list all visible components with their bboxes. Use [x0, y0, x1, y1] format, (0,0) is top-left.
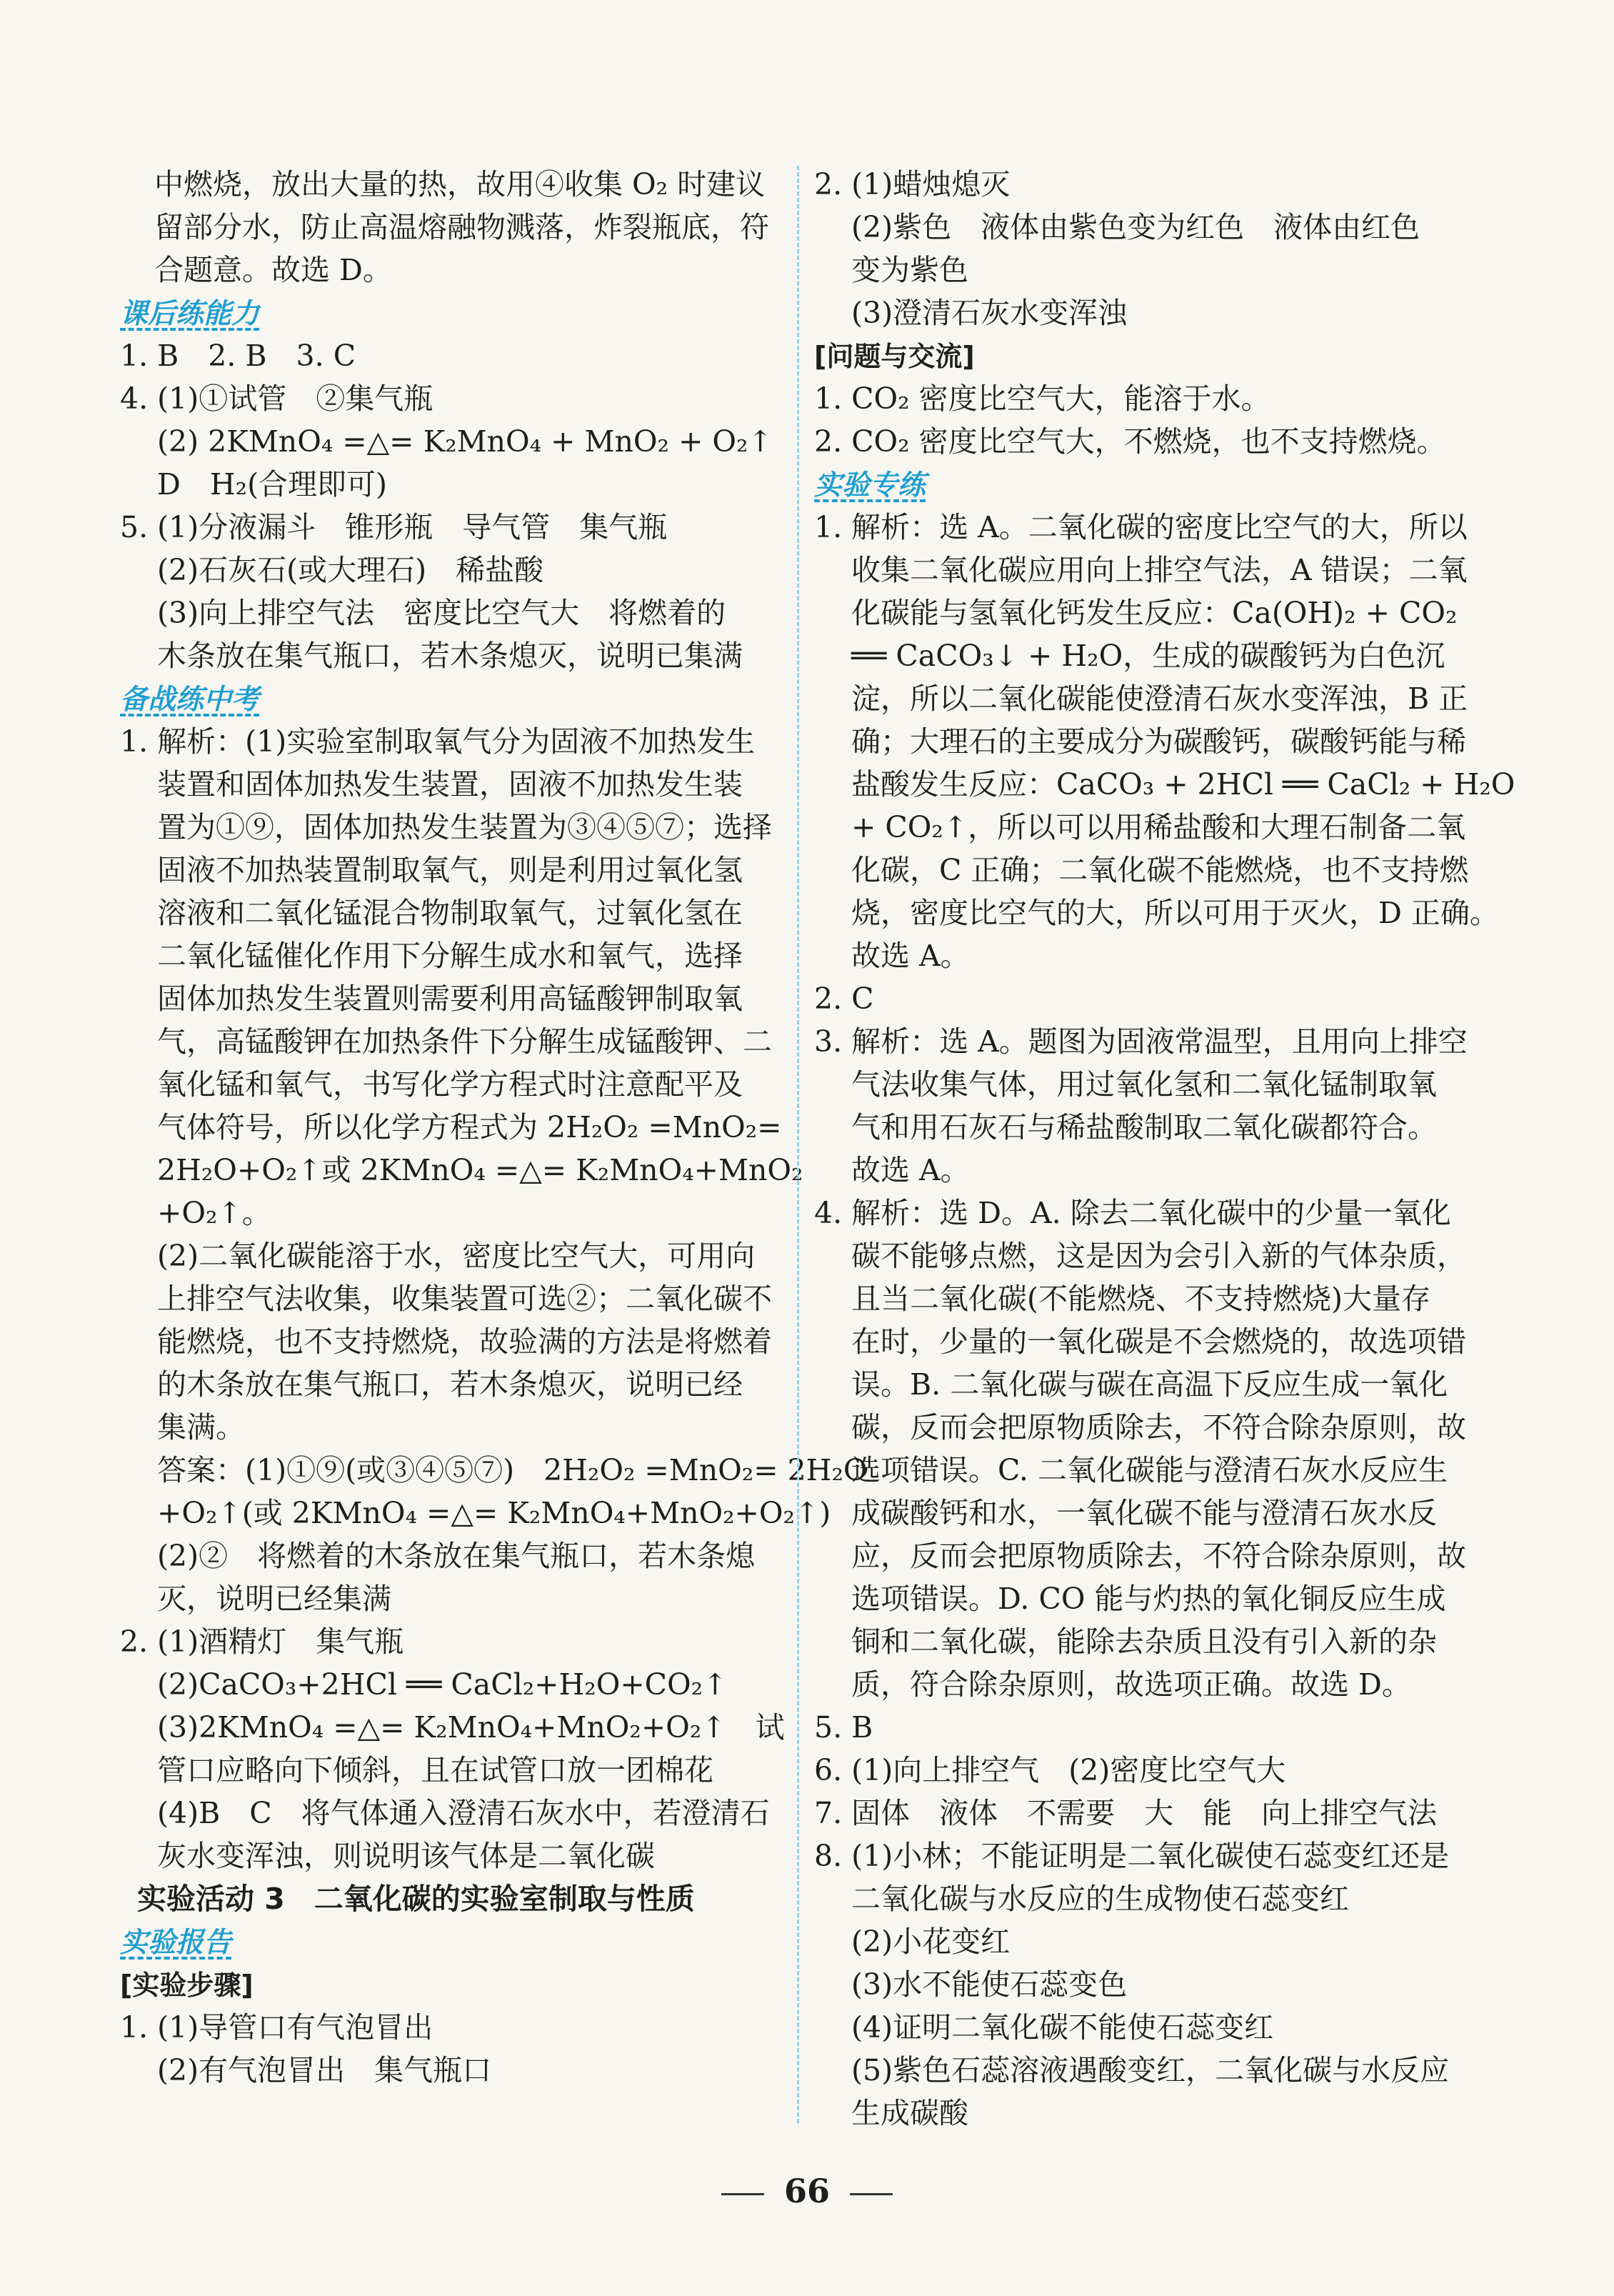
line-text: 木条放在集气瓶口，若木条熄灭，说明已集满 — [157, 639, 743, 673]
text-line — [814, 549, 1468, 592]
line-text: 5. (1)分液漏斗 锥形瓶 导气管 集气瓶 — [120, 510, 668, 544]
line-text: 故选 A。 — [851, 1153, 970, 1187]
line-text: (2)② 将燃着的木条放在集气瓶口，若木条熄 — [157, 1539, 756, 1573]
line-text: 气法收集气体，用过氧化氢和二氧化锰制取氧 — [851, 1067, 1437, 1102]
line-text: 1. B 2. B 3. C — [120, 339, 356, 373]
line-text: 碳，反而会把原物质除去，不符合除杂原则，故 — [851, 1410, 1466, 1444]
text-line — [120, 1406, 763, 1449]
text-line — [814, 1492, 1461, 1534]
line-text: 气，高锰酸钾在加热条件下分解生成锰酸钾、二 — [157, 1024, 772, 1059]
text-line — [120, 206, 769, 249]
line-text: 盐酸发生反应：CaCO₃ + 2HCl ══ CaCl₂ + H₂O — [851, 767, 1515, 802]
line-text: 置为①⑨，固体加热发生装置为③④⑤⑦；选择 — [157, 810, 772, 844]
text-line — [814, 463, 1461, 506]
text-line — [814, 1534, 1466, 1577]
line-text: 生成碳酸 — [851, 2096, 968, 2130]
text-line — [120, 463, 763, 506]
text-line — [120, 1320, 772, 1363]
right-column — [814, 163, 1515, 2135]
line-text: (2)小花变红 — [851, 1925, 1011, 1959]
line-text: (2)有气泡冒出 集气瓶口 — [157, 2053, 492, 2087]
line-text: 变为紫色 — [851, 253, 968, 287]
line-text: (4)B C 将气体通入澄清石灰水中，若澄清石 — [157, 1796, 770, 1830]
text-line — [120, 420, 773, 463]
text-line — [814, 420, 1461, 463]
text-line — [814, 1234, 1466, 1277]
line-text: 碳不能够点燃，这是因为会引入新的气体杂质， — [851, 1239, 1466, 1273]
column-divider — [797, 166, 799, 2123]
section-title: 课后练能力 — [120, 298, 260, 330]
text-line — [814, 334, 1461, 377]
line-text: 1. CO₂ 密度比空气大，能溶于水。 — [814, 381, 1270, 416]
text-line — [120, 849, 763, 892]
line-text: 铜和二氧化碳，能除去杂质且没有引入新的杂 — [851, 1624, 1437, 1659]
text-line — [814, 1792, 1461, 1835]
text-line — [120, 1534, 763, 1577]
text-line — [814, 1620, 1461, 1663]
text-line — [120, 1792, 770, 1835]
text-line — [814, 1106, 1461, 1149]
text-line — [814, 2006, 1461, 2049]
line-text: 2. CO₂ 密度比空气大，不燃烧，也不支持燃烧。 — [814, 424, 1446, 459]
line-text: 的木条放在集气瓶口，若木条熄灭，说明已经 — [157, 1367, 743, 1402]
text-line — [120, 1149, 803, 1192]
text-line — [814, 1749, 1461, 1792]
line-text: (2)二氧化碳能溶于水，密度比空气大，可用向 — [157, 1239, 756, 1273]
text-line — [814, 763, 1515, 806]
text-line — [120, 977, 763, 1020]
text-line — [814, 806, 1466, 849]
text-line — [814, 249, 1461, 291]
line-text: 7. 固体 液体 不需要 大 能 向上排空气法 — [814, 1796, 1438, 1830]
text-line — [120, 1106, 782, 1149]
line-text: +O₂↑(或 2KMnO₄ =△= K₂MnO₄+MnO₂+O₂↑) — [157, 1496, 831, 1530]
page-number-row — [0, 2172, 1614, 2210]
line-text: 4. 解析：选 D。A. 除去二氧化碳中的少量一氧化 — [814, 1196, 1451, 1230]
text-line — [814, 377, 1461, 420]
line-text: 质，符合除杂原则，故选项正确。故选 D。 — [851, 1667, 1411, 1702]
text-line — [120, 677, 763, 720]
line-text: 上排空气法收集，收集装置可选②；二氧化碳不 — [157, 1282, 772, 1316]
line-text: 溶液和二氧化锰混合物制取氧气，过氧化氢在 — [157, 896, 743, 930]
text-line — [120, 1877, 763, 1920]
line-text: 1. 解析：(1)实验室制取氧气分为固液不加热发生 — [120, 724, 756, 759]
page-number: 66 — [783, 2172, 830, 2210]
page-number-dash-right — [850, 2193, 893, 2195]
line-text: 4. (1)①试管 ②集气瓶 — [120, 381, 433, 416]
text-line — [120, 163, 766, 206]
line-text: 6. (1)向上排空气 (2)密度比空气大 — [814, 1753, 1286, 1787]
text-line — [120, 592, 763, 634]
line-text: 管口应略向下倾斜，且在试管口放一团棉花 — [157, 1753, 713, 1787]
text-line — [814, 163, 1461, 206]
text-line — [120, 1749, 763, 1792]
text-line — [814, 1277, 1461, 1320]
line-text: 装置和固体加热发生装置，固液不加热发生装 — [157, 767, 743, 802]
text-line — [814, 291, 1461, 334]
text-line — [814, 506, 1468, 549]
line-text: ══ CaCO₃↓ + H₂O，生成的碳酸钙为白色沉 — [851, 639, 1445, 673]
line-text: 淀，所以二氧化碳能使澄清石灰水变浑浊，B 正 — [851, 682, 1468, 716]
text-line — [120, 892, 763, 934]
text-line — [120, 549, 763, 592]
text-line — [120, 1277, 772, 1320]
text-line — [120, 1492, 831, 1534]
line-text: D H₂(合理即可) — [157, 467, 388, 501]
line-text: 1. 解析：选 A。二氧化碳的密度比空气的大，所以 — [814, 510, 1468, 544]
text-line — [120, 806, 772, 849]
text-line — [814, 1920, 1461, 1963]
text-line — [120, 377, 763, 420]
line-text: (2)紫色 液体由紫色变为红色 液体由红色 — [851, 210, 1420, 244]
line-text: 2. (1)酒精灯 集气瓶 — [120, 1624, 404, 1659]
text-line — [814, 720, 1466, 763]
line-text: 气体符号，所以化学方程式为 2H₂O₂ =MnO₂= — [157, 1110, 782, 1144]
text-line — [814, 1149, 1461, 1192]
line-text: 确；大理石的主要成分为碳酸钙，碳酸钙能与稀 — [851, 724, 1466, 759]
text-line — [120, 934, 763, 977]
text-line — [814, 1020, 1468, 1063]
text-line — [814, 892, 1499, 934]
line-text: 二氧化锰催化作用下分解生成水和氧气，选择 — [157, 939, 743, 973]
text-line — [814, 1663, 1461, 1706]
text-line — [120, 1063, 763, 1106]
text-line — [814, 1063, 1461, 1106]
text-line — [120, 1449, 868, 1492]
line-text: 固液不加热装置制取氧气，则是利用过氧化氢 — [157, 853, 743, 887]
text-line — [120, 334, 763, 377]
activity-heading: 实验活动 3 二氧化碳的实验室制取与性质 — [137, 1882, 695, 1916]
text-line — [120, 1963, 763, 2006]
text-line — [120, 1020, 772, 1063]
text-line — [120, 1234, 763, 1277]
line-text: 故选 A。 — [851, 939, 970, 973]
line-text: (2)CaCO₃+2HCl ══ CaCl₂+H₂O+CO₂↑ — [157, 1667, 728, 1702]
subsection-label: [实验步骤] — [120, 1970, 254, 2001]
page-number-dash-left — [721, 2193, 764, 2195]
line-text: 2. (1)蜡烛熄灭 — [814, 167, 1011, 201]
text-line — [120, 1363, 763, 1406]
text-line — [120, 1706, 785, 1749]
text-line — [814, 634, 1461, 677]
text-line — [120, 1663, 763, 1706]
text-line — [814, 1320, 1466, 1363]
line-text: 烧，密度比空气的大，所以可用于灭火，D 正确。 — [851, 896, 1499, 930]
line-text: (3)2KMnO₄ =△= K₂MnO₄+MnO₂+O₂↑ 试 — [157, 1710, 785, 1745]
line-text: (3)澄清石灰水变浑浊 — [851, 296, 1128, 330]
text-line — [814, 1706, 1461, 1749]
text-line — [120, 1920, 763, 1963]
text-line — [814, 1449, 1461, 1492]
text-line — [814, 206, 1461, 249]
text-line — [814, 1406, 1466, 1449]
subsection-label: [问题与交流] — [814, 341, 975, 372]
text-line — [120, 506, 763, 549]
line-text: 且当二氧化碳(不能燃烧、不支持燃烧)大量存 — [851, 1282, 1430, 1316]
line-text: 2H₂O+O₂↑或 2KMnO₄ =△= K₂MnO₄+MnO₂ — [157, 1153, 803, 1187]
line-text: 误。B. 二氧化碳与碳在高温下反应生成一氧化 — [851, 1367, 1448, 1402]
text-line — [120, 763, 763, 806]
text-line — [120, 1192, 763, 1234]
line-text: 气和用石灰石与稀盐酸制取二氧化碳都符合。 — [851, 1110, 1437, 1144]
line-text: 能燃烧，也不支持燃烧，故验满的方法是将燃着 — [157, 1324, 772, 1359]
text-line — [814, 1192, 1461, 1234]
line-text: (3)向上排空气法 密度比空气大 将燃着的 — [157, 596, 726, 630]
section-title: 实验专练 — [814, 469, 926, 501]
line-text: (2) 2KMnO₄ =△= K₂MnO₄ + MnO₂ + O₂↑ — [157, 424, 773, 459]
line-text: 2. C — [814, 982, 874, 1016]
line-text: (3)水不能使石蕊变色 — [851, 1967, 1128, 2002]
line-text: 留部分水，防止高温熔融物溅落，炸裂瓶底，符 — [154, 210, 769, 244]
text-line — [814, 677, 1468, 720]
line-text: 应，反而会把原物质除去，不符合除杂原则，故 — [851, 1539, 1466, 1573]
line-text: +O₂↑。 — [157, 1196, 271, 1230]
text-line — [120, 634, 763, 677]
line-text: 选项错误。C. 二氧化碳能与澄清石灰水反应生 — [851, 1453, 1448, 1487]
text-line — [120, 291, 763, 334]
line-text: 1. (1)导管口有气泡冒出 — [120, 2010, 433, 2045]
text-line — [120, 2006, 763, 2049]
section-title: 备战练中考 — [120, 684, 260, 716]
line-text: 灰水变浑浊，则说明该气体是二氧化碳 — [157, 1839, 655, 1873]
line-text: 答案：(1)①⑨(或③④⑤⑦) 2H₂O₂ =MnO₂= 2H₂O — [157, 1453, 868, 1487]
text-line — [814, 1877, 1461, 1920]
text-line — [814, 2092, 1461, 2135]
line-text: 二氧化碳与水反应的生成物使石蕊变红 — [851, 1882, 1349, 1916]
text-line — [814, 1363, 1461, 1406]
line-text: 成碳酸钙和水，一氧化碳不能与澄清石灰水反 — [851, 1496, 1437, 1530]
section-title: 实验报告 — [120, 1927, 232, 1959]
text-line — [814, 592, 1461, 634]
text-line — [814, 1835, 1461, 1877]
text-line — [814, 849, 1469, 892]
text-line — [814, 1963, 1461, 2006]
line-text: 选项错误。D. CO 能与灼热的氧化铜反应生成 — [851, 1582, 1446, 1616]
line-text: 8. (1)小林；不能证明是二氧化碳使石蕊变红还是 — [814, 1839, 1450, 1873]
line-text: 化碳，C 正确；二氧化碳不能燃烧，也不支持燃 — [851, 853, 1469, 887]
line-text: (4)证明二氧化碳不能使石蕊变红 — [851, 2010, 1274, 2045]
text-line — [120, 1620, 763, 1663]
line-text: 在时，少量的一氧化碳是不会燃烧的，故选项错 — [851, 1324, 1466, 1359]
line-text: + CO₂↑，所以可以用稀盐酸和大理石制备二氧 — [851, 810, 1466, 844]
line-text: 氧化锰和氧气，书写化学方程式时注意配平及 — [157, 1067, 743, 1102]
line-text: 固体加热发生装置则需要利用高锰酸钾制取氧 — [157, 982, 743, 1016]
line-text: 化碳能与氢氧化钙发生反应：Ca(OH)₂ + CO₂ — [851, 596, 1458, 630]
text-line — [120, 1577, 763, 1620]
line-text: 收集二氧化碳应用向上排空气法，A 错误；二氧 — [851, 553, 1468, 587]
text-line — [814, 1577, 1461, 1620]
line-text: (2)石灰石(或大理石) 稀盐酸 — [157, 553, 544, 587]
line-text: 3. 解析：选 A。题图为固液常温型，且用向上排空 — [814, 1024, 1468, 1059]
text-line — [120, 1835, 763, 1877]
line-text: 灭，说明已经集满 — [157, 1582, 391, 1616]
line-text: 中燃烧，放出大量的热，故用④收集 O₂ 时建议 — [154, 167, 766, 201]
text-line — [120, 2049, 763, 2092]
line-text: 合题意。故选 D。 — [154, 253, 392, 287]
line-text: 5. B — [814, 1710, 873, 1745]
text-line — [814, 934, 1461, 977]
text-line — [814, 977, 1461, 1020]
line-text: (5)紫色石蕊溶液遇酸变红，二氧化碳与水反应 — [851, 2053, 1450, 2087]
text-line — [814, 2049, 1461, 2092]
line-text: 集满。 — [157, 1410, 245, 1444]
text-line — [120, 249, 763, 291]
text-line — [120, 720, 763, 763]
